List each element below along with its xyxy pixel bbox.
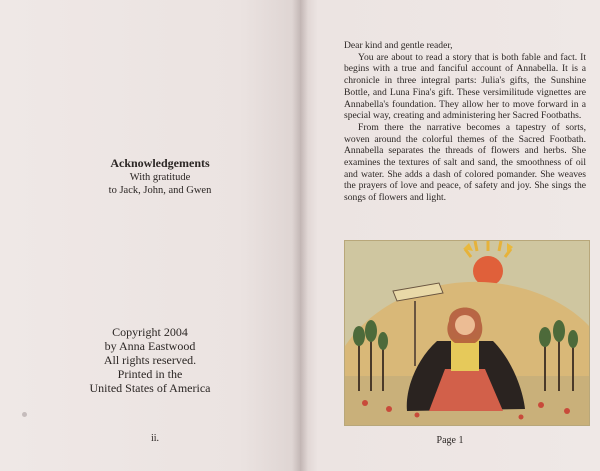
copyright-line: All rights reserved. [103, 353, 197, 367]
page-number-right: Page 1 [436, 435, 464, 446]
letter-paragraph: You are about to read a story that is both fable and fact. It begins with a true and fanciful account of Annabella. It is a chronicle in three integral parts: Julia's gifts, the Sunshine Bottle, and Luna Fina's gift. These versimilitude vignettes are Annabella's foundation. They allow her to move forward in a special way, creating and administering her Sacred Footbaths. [344, 51, 586, 122]
acknowledgements-title: Acknowledgements [110, 156, 210, 170]
acknowledgements-line: With gratitude [129, 172, 191, 183]
salutation: Dear kind and gentle reader, [344, 40, 453, 51]
copyright-line: by Anna Eastwood [104, 339, 196, 353]
illustration [344, 240, 590, 426]
copyright-line: Printed in the [117, 367, 183, 381]
copyright-block [40, 325, 260, 395]
letter-text [344, 40, 586, 204]
right-page [300, 0, 600, 471]
copyright-line: Copyright 2004 [112, 325, 188, 339]
letter-paragraph: From there the narrative becomes a tapestry of sorts, woven around the colorful themes of the Sacred Footbath. Annabella separates the threads of flowers and herbs. She examines the textures of salt and sand, the smoothness of oil and water. She adds a dash of colored pomander. She weaves the prayers of love and peace, of safety and joy. She sings the songs of flowers and light. [344, 121, 586, 204]
paper-speck [22, 412, 27, 417]
acknowledgements-block [60, 157, 260, 197]
page-number-left: ii. [150, 433, 160, 444]
crayon-drawing [345, 241, 589, 425]
book-gutter [292, 0, 308, 471]
acknowledgements-line: to Jack, John, and Gwen [108, 185, 212, 196]
copyright-line: United States of America [89, 381, 211, 395]
